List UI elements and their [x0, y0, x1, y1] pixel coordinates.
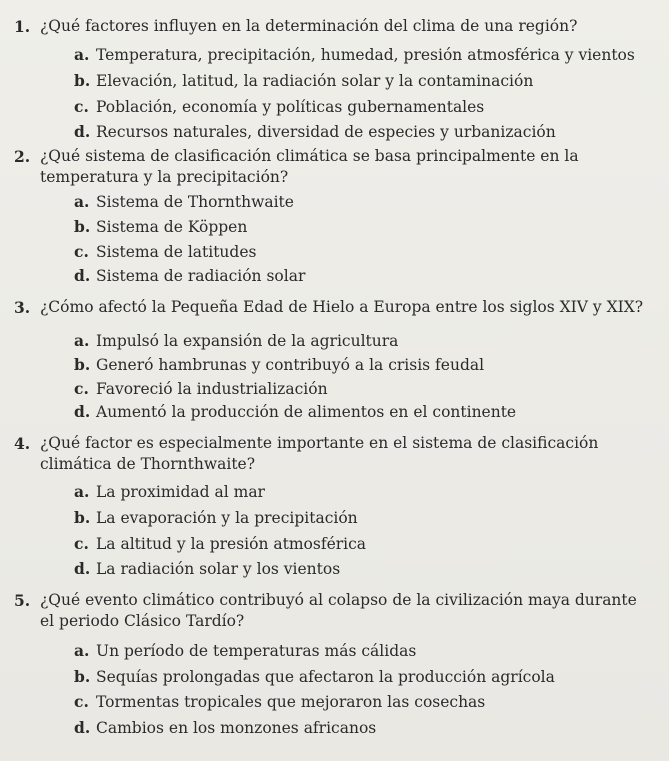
- option-3a[interactable]: [74, 331, 659, 351]
- option-5c[interactable]: [74, 692, 659, 712]
- option-letter: d.: [74, 122, 91, 141]
- option-letter: d.: [74, 266, 91, 285]
- option-4c[interactable]: [74, 534, 659, 554]
- question-number: 1.: [14, 17, 31, 36]
- question-number: 5.: [14, 591, 31, 610]
- option-letter: b.: [74, 355, 91, 374]
- question-text: ¿Qué factores influyen en la determinación del clima de una región?: [40, 17, 578, 35]
- option-text: Favoreció la industrialización: [96, 380, 328, 398]
- question-number: 2.: [14, 147, 31, 166]
- question-2: [14, 146, 655, 188]
- option-5b[interactable]: [74, 667, 659, 687]
- option-text: La proximidad al mar: [96, 483, 265, 501]
- option-letter: b.: [74, 217, 91, 236]
- option-5d[interactable]: [74, 718, 659, 738]
- option-text: Recursos naturales, diversidad de especies y urbanización: [96, 123, 556, 141]
- option-letter: c.: [74, 534, 89, 553]
- option-text: Sequías prolongadas que afectaron la producción agrícola: [96, 668, 555, 686]
- option-letter: c.: [74, 242, 89, 261]
- question-1: [14, 16, 655, 37]
- option-1d[interactable]: [74, 122, 659, 142]
- option-letter: d.: [74, 402, 91, 421]
- option-2d[interactable]: [74, 266, 659, 286]
- option-3d[interactable]: [74, 402, 659, 422]
- option-letter: a.: [74, 45, 90, 64]
- option-text: Generó hambrunas y contribuyó a la crisis feudal: [96, 356, 485, 374]
- option-1c[interactable]: [74, 97, 659, 117]
- option-text: Sistema de radiación solar: [96, 267, 306, 285]
- option-letter: d.: [74, 559, 91, 578]
- question-text: ¿Qué factor es especialmente importante en el sistema de clasificación climática de Thornthwaite?: [40, 434, 599, 473]
- option-text: Cambios en los monzones africanos: [96, 719, 377, 737]
- option-text: La radiación solar y los vientos: [96, 560, 341, 578]
- option-text: Tormentas tropicales que mejoraron las cosechas: [96, 693, 486, 711]
- option-letter: a.: [74, 482, 90, 501]
- option-letter: b.: [74, 667, 91, 686]
- option-text: Sistema de Köppen: [96, 218, 248, 236]
- option-2c[interactable]: [74, 242, 659, 262]
- option-letter: a.: [74, 641, 90, 660]
- option-letter: c.: [74, 379, 89, 398]
- option-letter: a.: [74, 192, 90, 211]
- option-letter: c.: [74, 97, 89, 116]
- option-letter: a.: [74, 331, 90, 350]
- option-4d[interactable]: [74, 559, 659, 579]
- option-3c[interactable]: [74, 379, 659, 399]
- option-text: Aumentó la producción de alimentos en el continente: [96, 403, 517, 421]
- option-letter: b.: [74, 71, 91, 90]
- option-letter: b.: [74, 508, 91, 527]
- option-text: Población, economía y políticas gubernamentales: [96, 98, 485, 116]
- question-4: [14, 433, 655, 475]
- question-text: ¿Qué sistema de clasificación climática se basa principalmente en la temperatura y la precipitación?: [40, 147, 579, 186]
- question-text: ¿Cómo afectó la Pequeña Edad de Hielo a Europa entre los siglos XIV y XIX?: [40, 298, 644, 316]
- question-number: 4.: [14, 434, 31, 453]
- option-3b[interactable]: [74, 355, 659, 375]
- option-5a[interactable]: [74, 641, 659, 661]
- option-text: Sistema de Thornthwaite: [96, 193, 294, 211]
- option-letter: d.: [74, 718, 91, 737]
- option-4a[interactable]: [74, 482, 659, 502]
- option-1a[interactable]: [74, 45, 659, 65]
- option-text: Impulsó la expansión de la agricultura: [96, 332, 399, 350]
- option-2a[interactable]: [74, 192, 659, 212]
- option-text: Elevación, latitud, la radiación solar y la contaminación: [96, 72, 534, 90]
- option-text: La evaporación y la precipitación: [96, 509, 358, 527]
- option-letter: c.: [74, 692, 89, 711]
- option-text: La altitud y la presión atmosférica: [96, 535, 367, 553]
- question-5: [14, 590, 655, 632]
- option-2b[interactable]: [74, 217, 659, 237]
- option-text: Un período de temperaturas más cálidas: [96, 642, 417, 660]
- option-4b[interactable]: [74, 508, 659, 528]
- option-text: Sistema de latitudes: [96, 243, 257, 261]
- question-text: ¿Qué evento climático contribuyó al colapso de la civilización maya durante el periodo Clásico Tardío?: [40, 591, 637, 630]
- option-1b[interactable]: [74, 71, 659, 91]
- question-3: [14, 297, 655, 318]
- option-text: Temperatura, precipitación, humedad, presión atmosférica y vientos: [96, 46, 635, 64]
- question-number: 3.: [14, 298, 31, 317]
